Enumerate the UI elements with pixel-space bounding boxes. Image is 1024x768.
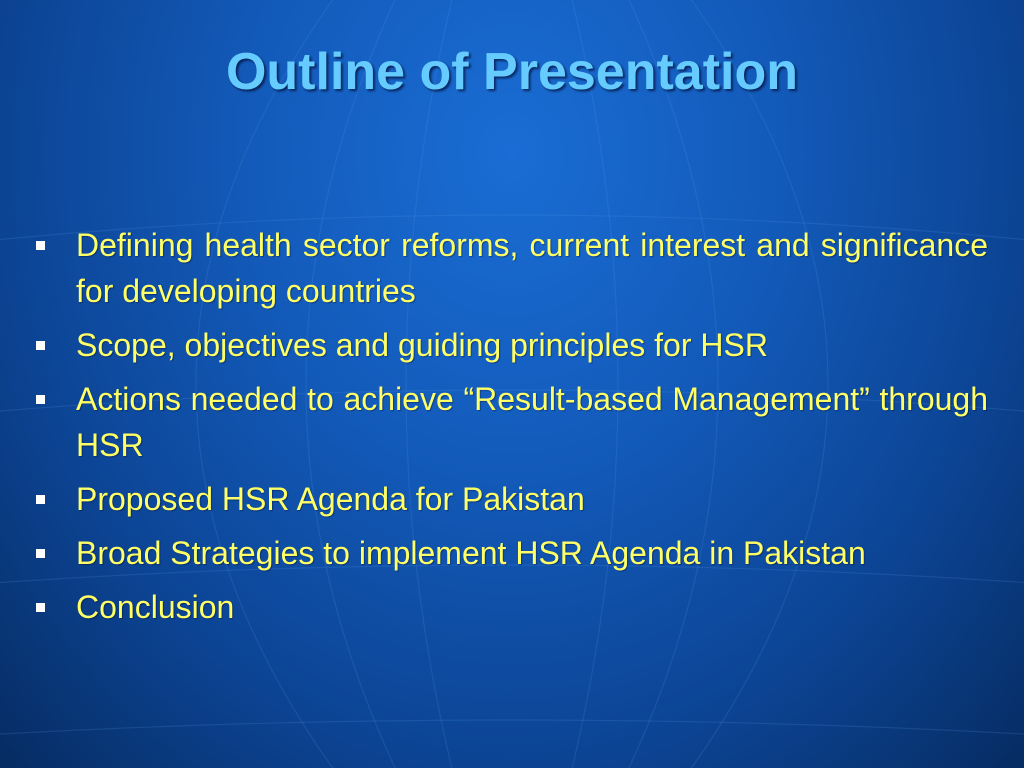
list-item — [36, 476, 988, 522]
bullet-text: Actions needed to achieve “Result-based Management” through HSR — [76, 381, 988, 463]
list-item — [36, 222, 988, 314]
square-bullet-icon — [36, 495, 50, 504]
square-bullet-icon — [36, 395, 50, 404]
bullet-text: Defining health sector reforms, current interest and significance for developing countries — [76, 227, 988, 309]
slide-title: Outline of Presentation — [225, 43, 799, 101]
bullet-text: Proposed HSR Agenda for Pakistan — [76, 481, 585, 517]
bullet-text: Broad Strategies to implement HSR Agenda in Pakistan — [76, 535, 866, 571]
bullet-text: Scope, objectives and guiding principles for HSR — [76, 327, 768, 363]
bullet-text: Conclusion — [76, 589, 235, 625]
square-bullet-icon — [36, 603, 50, 612]
square-bullet-icon — [36, 241, 50, 250]
list-item — [36, 376, 988, 468]
list-item — [36, 322, 988, 368]
list-item — [36, 584, 988, 630]
square-bullet-icon — [36, 341, 50, 350]
bullet-list — [36, 222, 988, 638]
square-bullet-icon — [36, 549, 50, 558]
list-item — [36, 530, 988, 576]
